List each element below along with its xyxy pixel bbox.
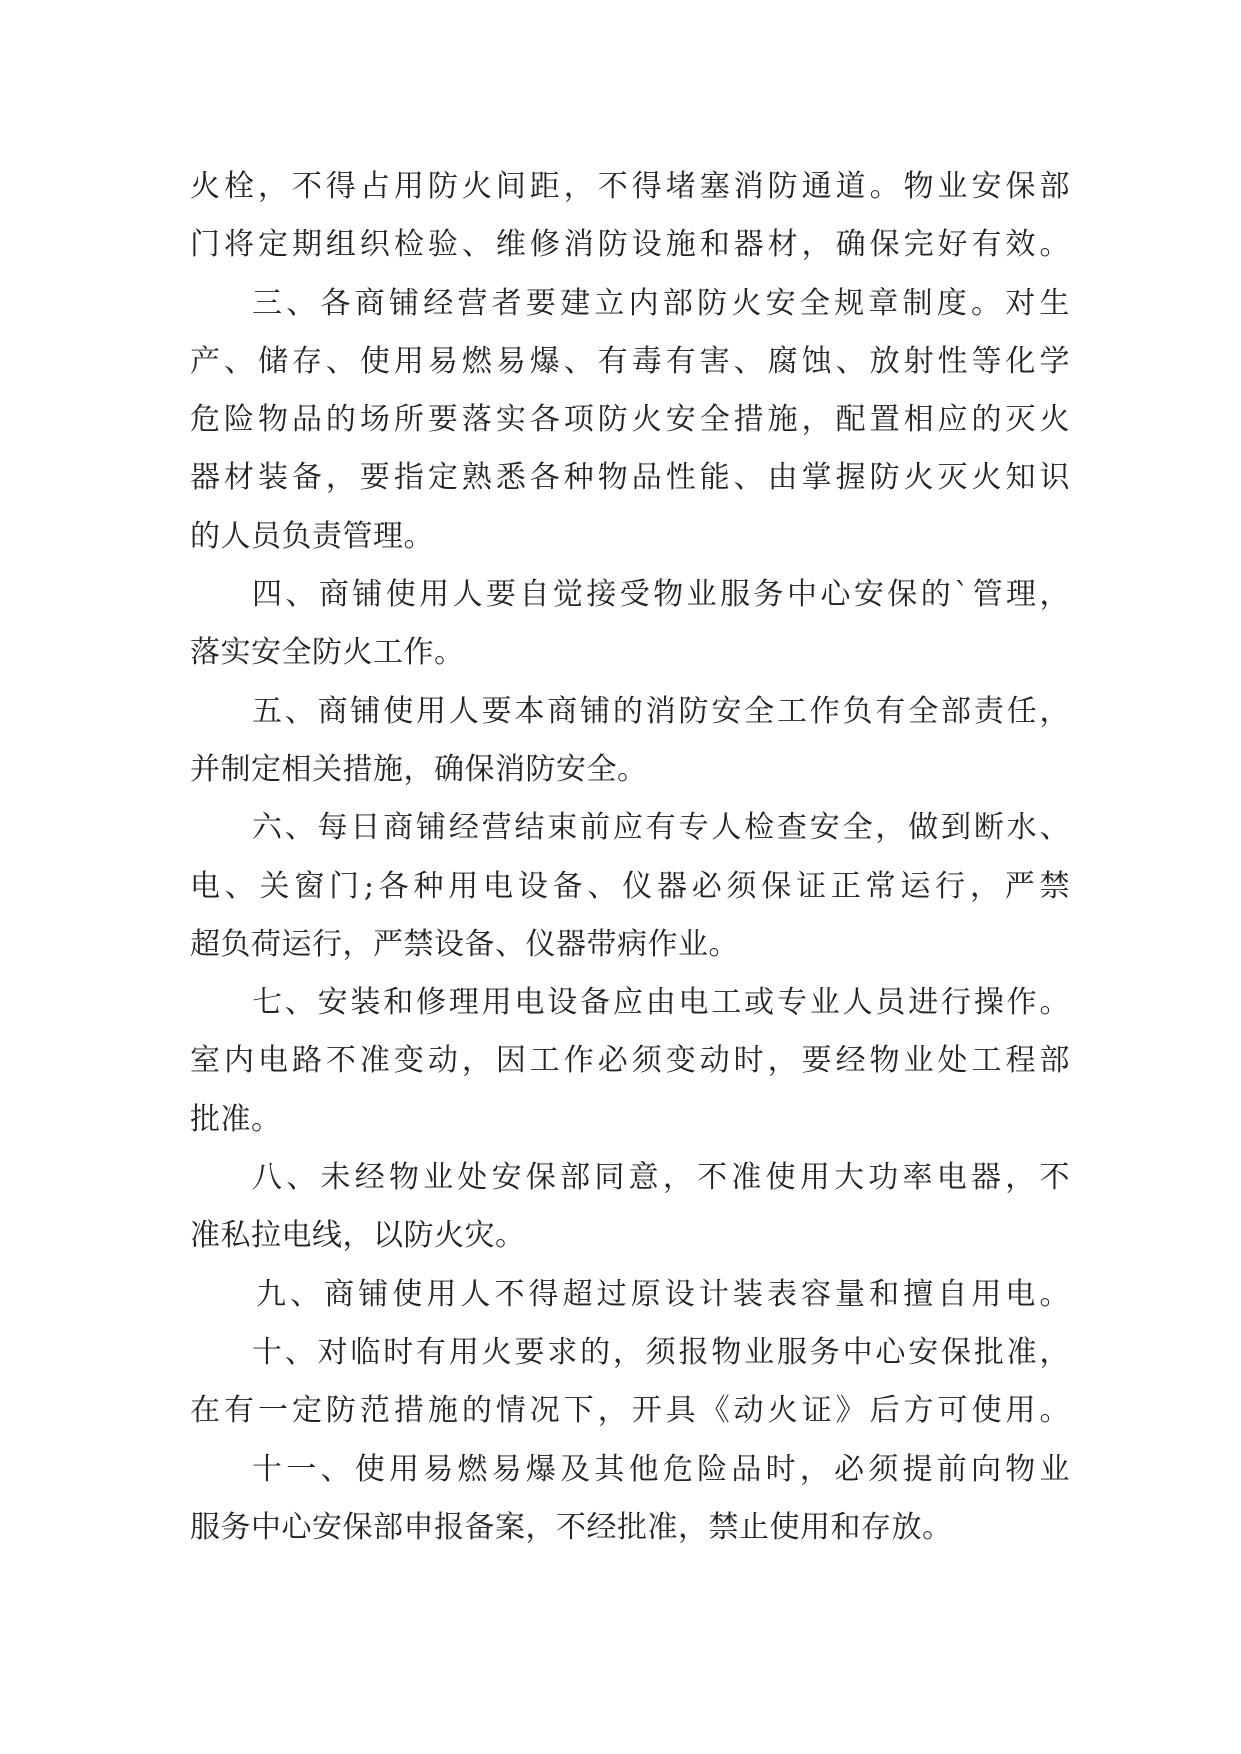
text-line: 超负荷运行，严禁设备、仪器带病作业。	[190, 926, 739, 962]
paragraph-first-line: 十一、使用易燃易爆及其他危险品时，必须提前向物业	[252, 1451, 1070, 1487]
text-line: 准私拉电线，以防火灾。	[190, 1218, 526, 1254]
paragraph-first-line: 四、商铺使用人要自觉接受物业服务中心安保的`管理，	[252, 577, 1070, 613]
text-line: 室内电路不准变动，因工作必须变动时，要经物业处工程部	[190, 1043, 1070, 1079]
text-line: 火栓，不得占用防火间距，不得堵塞消防通道。物业安保部	[190, 169, 1070, 204]
document-body	[190, 158, 1070, 1557]
text-line: 危险物品的场所要落实各项防火安全措施，配置相应的灭火	[190, 402, 1070, 438]
text-line: 器材装备，要指定熟悉各种物品性能、由掌握防火灭火知识	[190, 460, 1070, 496]
text-line: 产、储存、使用易燃易爆、有毒有害、腐蚀、放射性等化学	[190, 343, 1070, 379]
paragraph-first-line: 九、商铺使用人不得超过原设计装表容量和擅自用电。	[256, 1276, 1070, 1312]
text-line: 服务中心安保部申报备案，不经批准，禁止使用和存放。	[190, 1509, 953, 1545]
paragraph-first-line: 七、安装和修理用电设备应由电工或专业人员进行操作。	[252, 985, 1070, 1021]
text-line: 电、关窗门;各种用电设备、仪器必须保证正常运行，严禁	[190, 868, 1070, 904]
paragraph-first-line: 三、各商铺经营者要建立内部防火安全规章制度。对生	[252, 285, 1070, 321]
text-line: 门将定期组织检验、维修消防设施和器材，确保完好有效。	[190, 227, 1070, 263]
text-line: 的人员负责管理。	[190, 518, 434, 554]
paragraph-first-line: 五、商铺使用人要本商铺的消防安全工作负有全部责任，	[252, 693, 1070, 729]
text-line: 并制定相关措施，确保消防安全。	[190, 751, 648, 787]
text-line: 批准。	[190, 1101, 282, 1137]
text-line: 落实安全防火工作。	[190, 635, 465, 671]
paragraph-first-line: 十、对临时有用火要求的，须报物业服务中心安保批准，	[252, 1334, 1070, 1370]
paragraph-first-line: 六、每日商铺经营结束前应有专人检查安全，做到断水、	[252, 810, 1070, 846]
text-line: 在有一定防范措施的情况下，开具《动火证》后方可使用。	[190, 1393, 1070, 1429]
paragraph-first-line: 八、未经物业处安保部同意，不准使用大功率电器，不	[252, 1160, 1070, 1196]
